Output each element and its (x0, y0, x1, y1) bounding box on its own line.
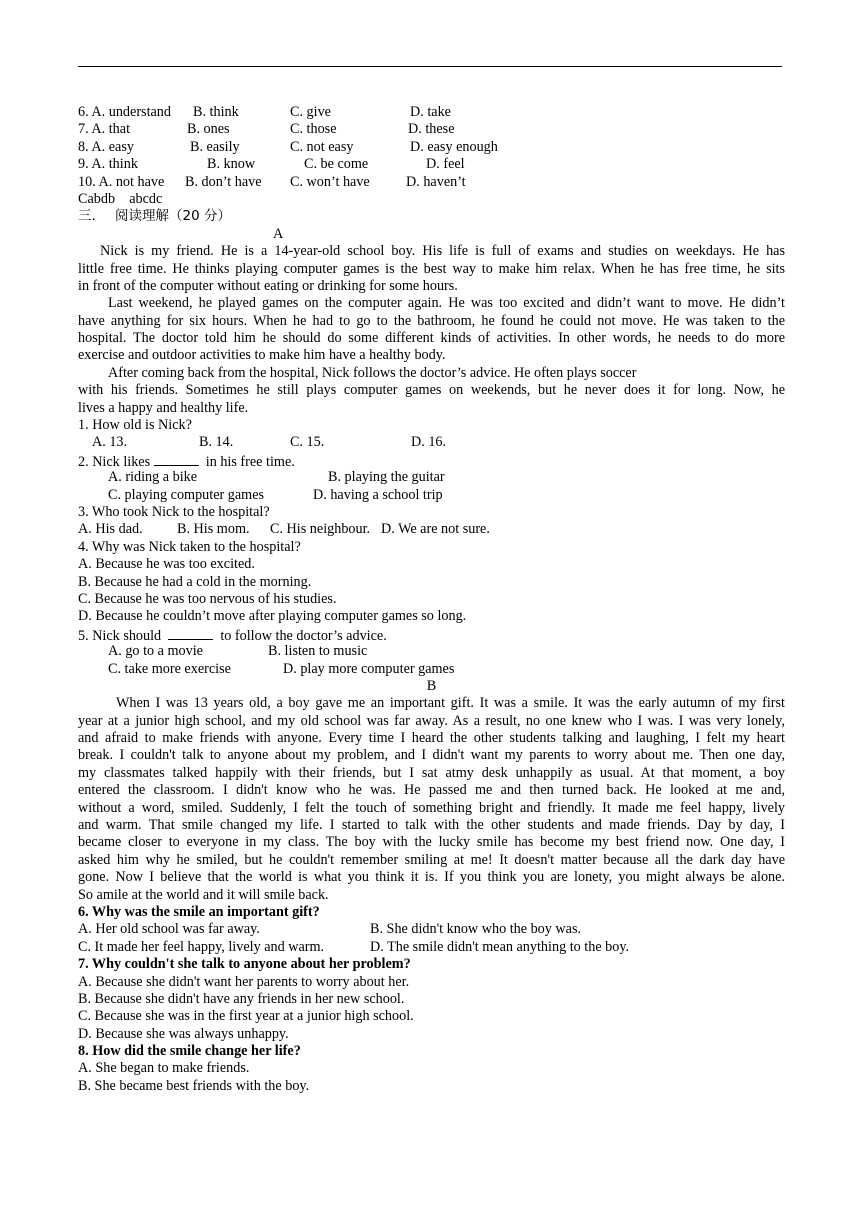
option-b[interactable]: B. listen to music (268, 643, 368, 660)
question-stem: 4. Why was Nick taken to the hospital? (78, 538, 301, 555)
passage-line: my classmates talked happily with their friends, but I sat atmy desk unhappily as usual. At that moment, a boy (78, 764, 785, 781)
cloze-row-7 (78, 121, 785, 138)
passage-line: After coming back from the hospital, Nick follows the doctor’s advice. He often plays soccer (108, 364, 637, 381)
passage-line: hospital. The doctor told him he should do some different kinds of activities. In other words, he needs to do more (78, 330, 785, 347)
option-d[interactable]: D. easy enough (410, 138, 498, 155)
passage-line: year at a junior high school, and my old school was far away. As a result, no one knew who I was. I was very lonely, (78, 712, 785, 729)
option-c[interactable]: C. not easy (290, 138, 354, 155)
option-d[interactable]: D. Because he couldn’t move after playing computer games so long. (78, 608, 467, 625)
passage-b (78, 678, 785, 904)
passage-line: and warm. That smile changed my life. I started to talk with the other students and made friends. Day by day, I (78, 817, 785, 834)
exam-page (78, 104, 785, 1095)
cloze-row-10 (78, 174, 785, 191)
option-b[interactable]: B. Because he had a cold in the morning. (78, 573, 312, 590)
option-d[interactable]: D. 16. (411, 434, 447, 451)
question-options (78, 643, 785, 660)
passage-line: break. I couldn't talk to anyone about my problem, and I didn't want my parents to worry about me. Then one day, (78, 747, 785, 764)
option-d[interactable]: D. having a school trip (313, 486, 443, 503)
passage-line: without a word, smiled. Suddenly, I felt the touch of something bright and friendly. It made me feel happy, lively (78, 799, 785, 816)
option-a[interactable]: A. His dad. (78, 521, 143, 538)
option-a[interactable]: A. She began to make friends. (78, 1060, 250, 1077)
cloze-row-9 (78, 156, 785, 173)
passage-line: So amile at the world and it will smile back. (78, 886, 329, 903)
cloze-row-8 (78, 139, 785, 156)
option-c[interactable]: C. It made her feel happy, lively and warm. (78, 938, 325, 955)
questions-a (78, 417, 785, 678)
option-c[interactable]: C. playing computer games (108, 486, 265, 503)
option-d[interactable]: D. haven’t (406, 173, 466, 190)
passage-a-label: A (273, 225, 284, 242)
question-stem (78, 452, 785, 469)
passage-b-label: B (426, 677, 437, 694)
question-options (78, 469, 785, 486)
option-d[interactable]: D. We are not sure. (381, 521, 490, 538)
header-rule (78, 66, 782, 67)
option-c[interactable]: C. Because he was too nervous of his studies. (78, 590, 337, 607)
option-b[interactable]: B. ones (187, 121, 230, 138)
passage-line: with his friends. Sometimes he still plays computer games on weekends, but he never does it for long. Now, he (78, 382, 785, 399)
option-b[interactable]: B. don’t have (185, 173, 262, 190)
option-a[interactable]: 6. A. understand (78, 104, 171, 120)
passage-line: in front of the computer without eating or drinking for some hours. (78, 277, 458, 294)
question-stem: 8. How did the smile change her life? (78, 1043, 301, 1060)
option-a[interactable]: A. Her old school was far away. (78, 921, 260, 938)
option-a[interactable]: A. go to a movie (108, 643, 203, 660)
option-a[interactable]: 10. A. not have (78, 173, 165, 190)
cloze-row-6 (78, 104, 785, 121)
answer-key: Cabdb abcdc (78, 190, 163, 207)
passage-line: became closer to everyone in my class. The boy with the lucky smile has become my best friend now. One day, I (78, 834, 785, 851)
option-b[interactable]: B. know (207, 156, 256, 173)
question-stem: 6. Why was the smile an important gift? (78, 903, 320, 920)
option-a[interactable]: A. riding a bike (108, 469, 198, 486)
passage-line: and afraid to make friends with anyone. Every time I heard the other students talking and laughing, I felt my heart (78, 730, 785, 747)
option-a[interactable]: A. Because she didn't want her parents to worry about her. (78, 973, 410, 990)
option-b[interactable]: B. 14. (199, 434, 234, 451)
stem-after: to follow the doctor’s advice. (220, 627, 387, 644)
question-options (78, 521, 785, 538)
option-a[interactable]: A. 13. (92, 434, 128, 451)
passage-line: entered the classroom. I didn't know who he was. He passed me and then turned back. He looked at me and, (78, 782, 785, 799)
option-d[interactable]: D. take (410, 104, 451, 120)
option-a[interactable]: 7. A. that (78, 121, 131, 138)
option-c[interactable]: C. be come (304, 156, 369, 173)
option-d[interactable]: D. The smile didn't mean anything to the boy. (370, 938, 630, 955)
passage-a (78, 226, 785, 417)
question-stem: 7. Why couldn't she talk to anyone about her problem? (78, 956, 411, 973)
option-b[interactable]: B. Because she didn't have any friends in her new school. (78, 990, 405, 1007)
option-a[interactable]: 9. A. think (78, 156, 138, 173)
option-c[interactable]: C. 15. (290, 434, 325, 451)
option-a[interactable]: A. Because he was too excited. (78, 556, 255, 573)
passage-line: little free time. He thinks playing computer games is the best way to make him relax. When he has free time, he sits (78, 260, 785, 277)
question-options (78, 661, 785, 678)
question-options (78, 921, 785, 938)
question-stem: 3. Who took Nick to the hospital? (78, 503, 270, 520)
option-b[interactable]: B. easily (190, 138, 240, 155)
option-c[interactable]: C. won’t have (290, 173, 370, 190)
passage-line: asked him why he smiled, but he couldn't remember smiling at me! It doesn't matter because all the dark day have (78, 851, 785, 868)
questions-b (78, 904, 785, 1095)
passage-line: gone. Now I believe that the world is what you think it is. If you think you are lonety, you might always be alone. (78, 869, 785, 886)
option-b[interactable]: B. She became best friends with the boy. (78, 1077, 310, 1094)
stem-before: 5. Nick should (78, 627, 162, 644)
passage-line: Nick is my friend. He is a 14-year-old school boy. His life is full of exams and studies on weekdays. He has (100, 243, 785, 260)
option-b[interactable]: B. She didn't know who the boy was. (370, 921, 582, 938)
question-options (78, 939, 785, 956)
passage-line: Last weekend, he played games on the computer again. He was too excited and didn’t want to move. He didn’t (108, 295, 785, 312)
passage-line: have anything for six hours. When he had to go to the bathroom, he found he could not move. He was taken to the (78, 312, 785, 329)
option-c[interactable]: C. His neighbour. (270, 521, 371, 538)
option-d[interactable]: D. play more computer games (283, 660, 455, 677)
question-options (78, 487, 785, 504)
option-d[interactable]: D. Because she was always unhappy. (78, 1025, 289, 1042)
passage-line: exercise and outdoor activities to make him have a healthy body. (78, 347, 446, 364)
option-b[interactable]: B. think (193, 104, 239, 120)
question-stem (78, 626, 785, 643)
cloze-options (78, 104, 785, 208)
option-b[interactable]: B. His mom. (177, 521, 250, 538)
stem-after: in his free time. (205, 453, 295, 470)
answer-blank[interactable] (154, 452, 199, 466)
option-a[interactable]: 8. A. easy (78, 138, 134, 155)
question-stem: 1. How old is Nick? (78, 417, 192, 434)
question-options (78, 434, 785, 451)
option-d[interactable]: D. feel (426, 156, 465, 173)
section-heading (78, 208, 785, 225)
passage-line: When I was 13 years old, a boy gave me an important gift. It was a smile. It was the early autumn of my first (116, 695, 785, 712)
option-c[interactable]: C. give (290, 104, 331, 120)
answer-blank[interactable] (168, 626, 213, 640)
option-c[interactable]: C. Because she was in the first year at a junior high school. (78, 1008, 414, 1025)
section-number: 三． (78, 208, 105, 225)
stem-before: 2. Nick likes (78, 453, 151, 470)
option-c[interactable]: C. those (290, 121, 337, 138)
passage-line: lives a happy and healthy life. (78, 399, 249, 416)
section-title: 阅读理解（20 分） (115, 208, 231, 225)
option-d[interactable]: D. these (408, 121, 455, 138)
option-b[interactable]: B. playing the guitar (328, 469, 445, 486)
option-c[interactable]: C. take more exercise (108, 660, 231, 677)
